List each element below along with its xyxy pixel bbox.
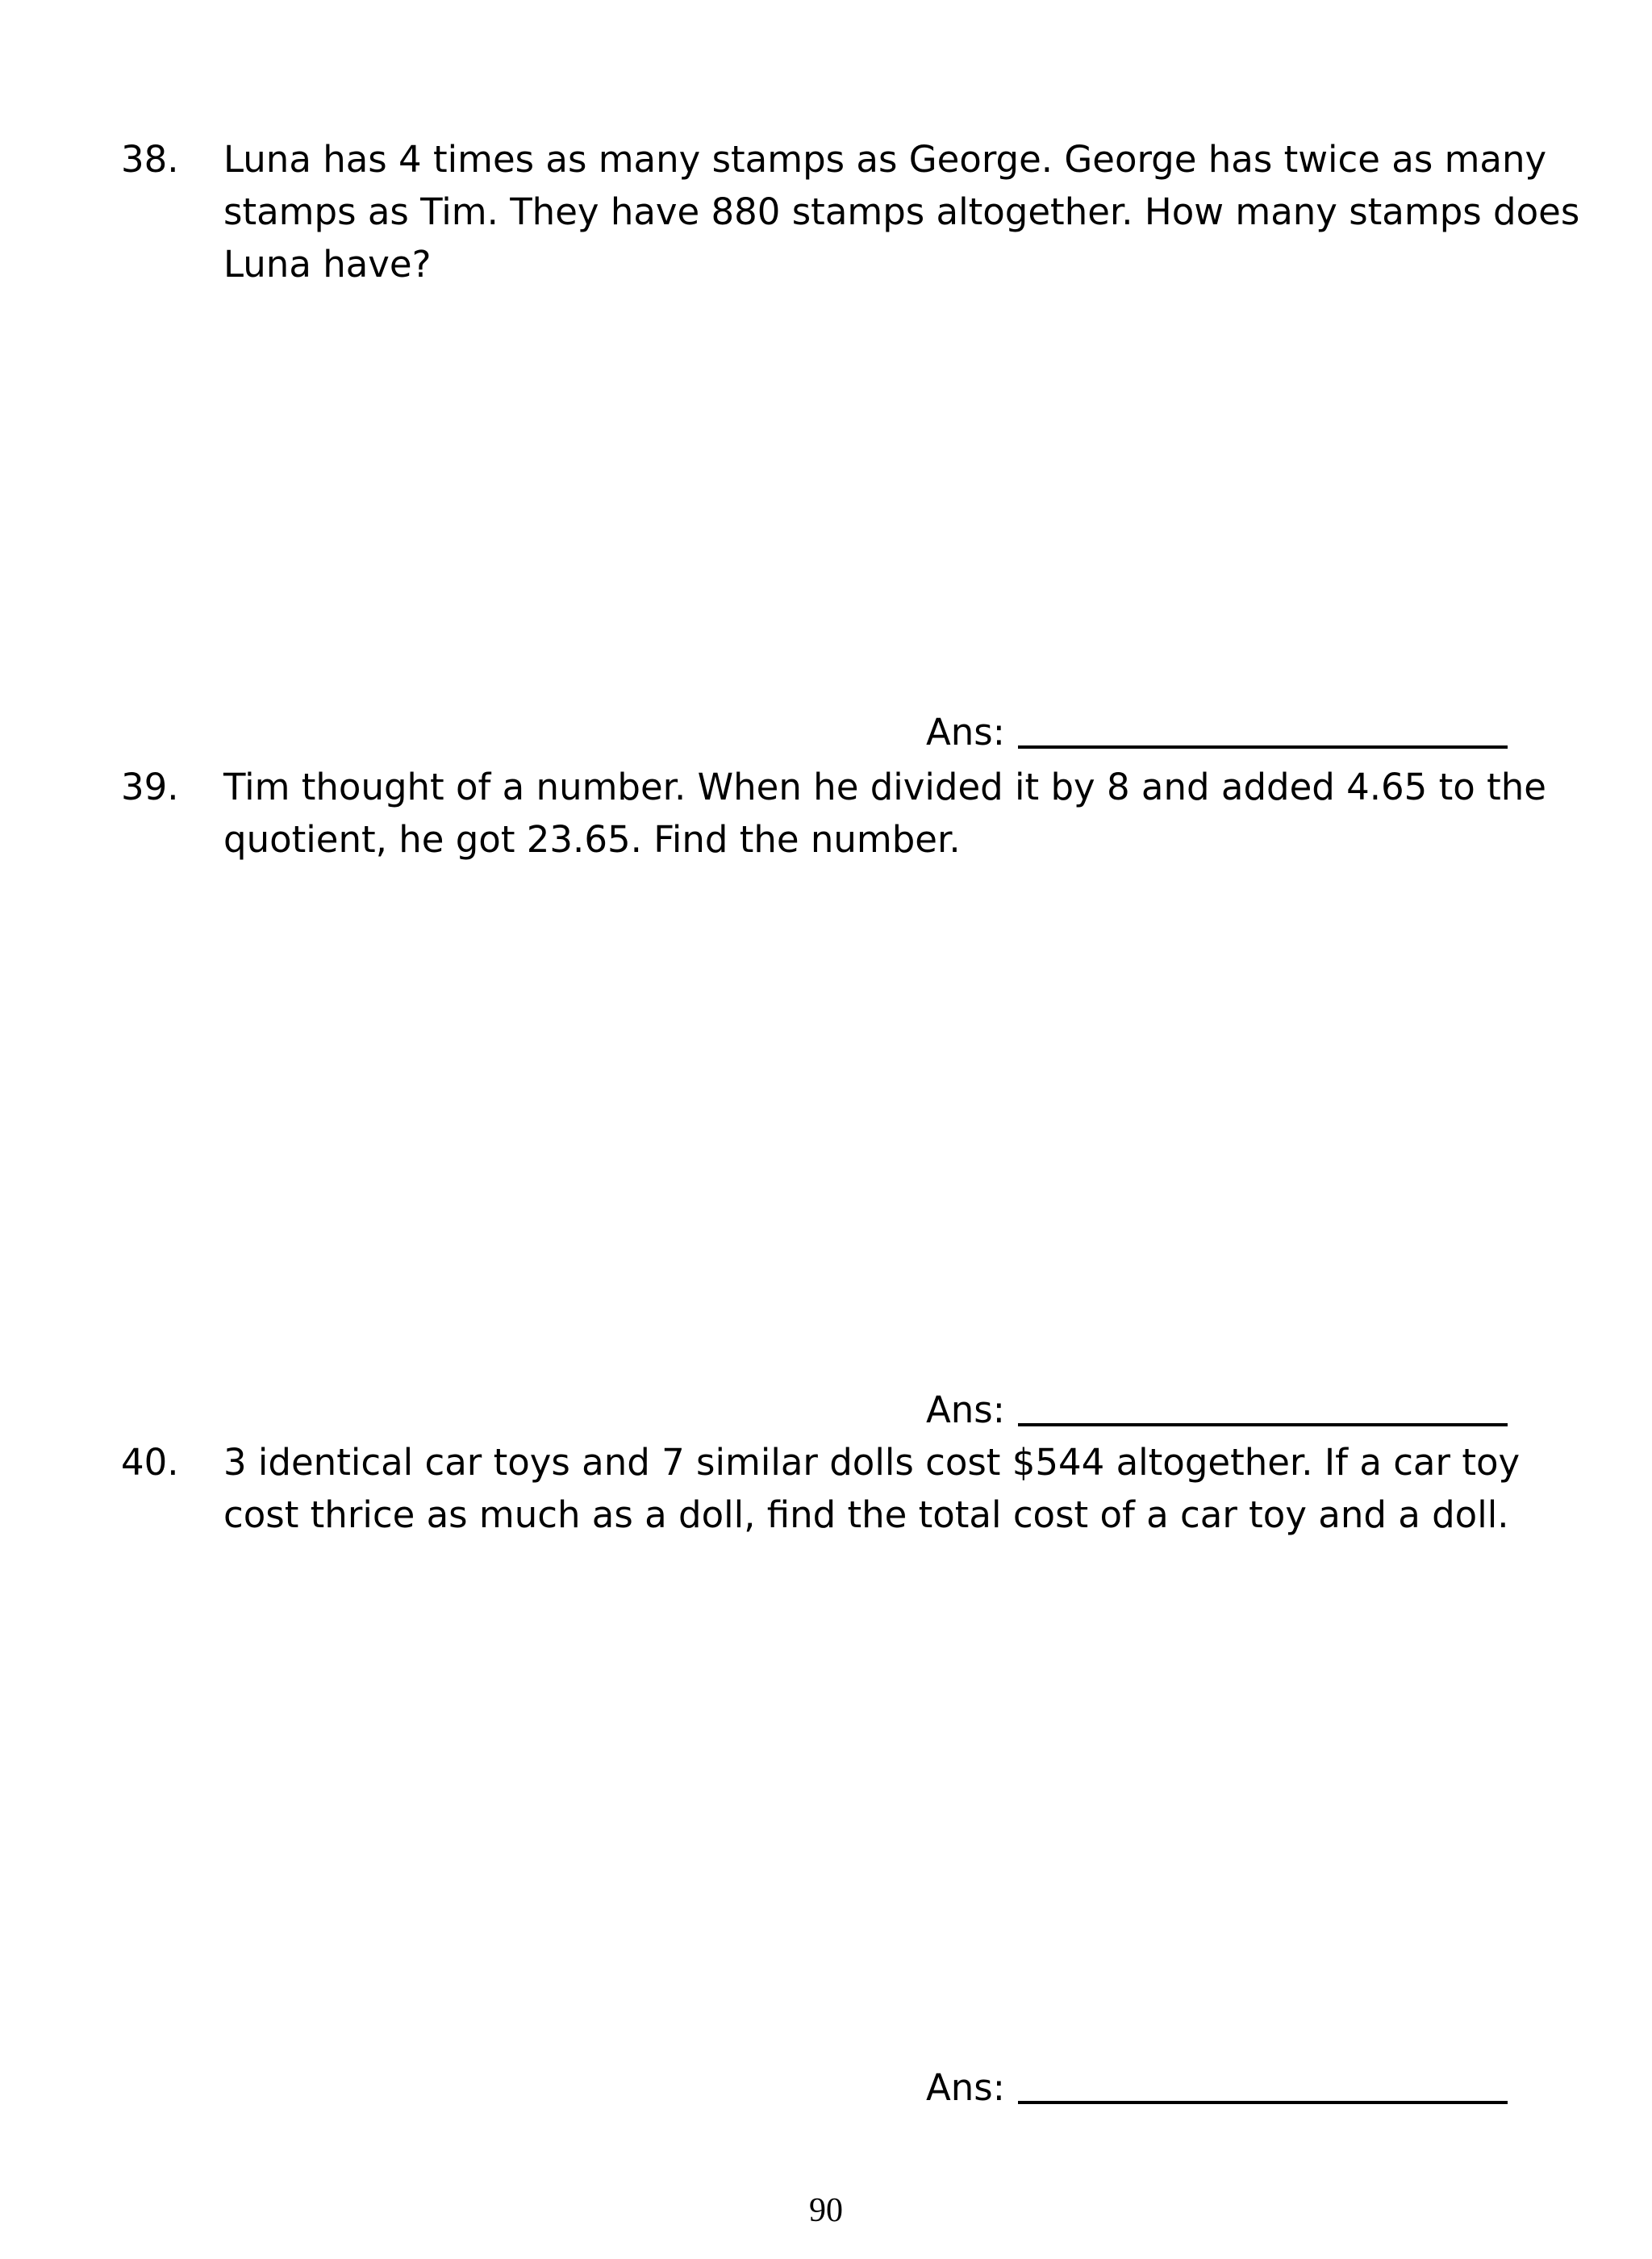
answer-blank-line[interactable] [1018, 2101, 1508, 2104]
question-line: Tim thought of a number. When he divided it by 8 and added 4.65 to the [223, 766, 1546, 808]
answer-label: Ans: [926, 2066, 1005, 2109]
page-number: 90 [809, 2192, 843, 2229]
question-line: quotient, he got 23.65. Find the number. [223, 818, 961, 861]
answer-blank-line[interactable] [1018, 745, 1508, 749]
question-line: cost thrice as much as a doll, find the total cost of a car toy and a doll. [223, 1493, 1509, 1536]
question-text [223, 1436, 1530, 1541]
question-line: Luna have? [223, 243, 432, 286]
answer-blank-line[interactable] [1018, 1423, 1508, 1426]
answer-38 [926, 706, 1508, 758]
answer-label: Ans: [926, 1388, 1005, 1431]
answer-label: Ans: [926, 711, 1005, 754]
question-text [223, 133, 1580, 290]
question-text [223, 761, 1546, 866]
question-line: 3 identical car toys and 7 similar dolls cost $544 altogether. If a car toy [223, 1441, 1521, 1484]
question-number: 40. [121, 1441, 179, 1484]
answer-40 [926, 2061, 1508, 2114]
answer-39 [926, 1384, 1508, 1436]
question-number: 38. [121, 138, 179, 181]
question-number: 39. [121, 766, 179, 808]
question-line: Luna has 4 times as many stamps as George. George has twice as many [223, 138, 1547, 181]
question-line: stamps as Tim. They have 880 stamps altogether. How many stamps does [223, 190, 1580, 233]
